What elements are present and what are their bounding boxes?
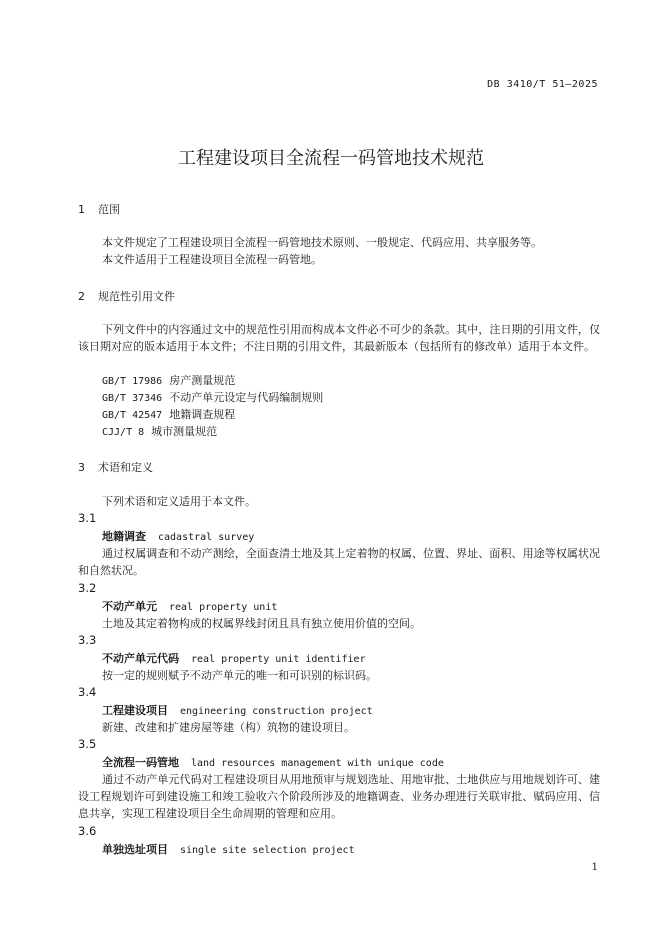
reference-name: 城市测量规范 (151, 425, 218, 438)
term-en: cadastral survey (158, 532, 255, 543)
term-definition: 新建、改建和扩建房屋等建（构）筑物的建设项目。 (102, 721, 355, 734)
reference-code: CJJ/T 8 (102, 427, 145, 438)
document-code: DB 3410/T 51—2025 (487, 79, 598, 90)
term-zh: 全流程一码管地 (102, 756, 179, 769)
term-en: real property unit identifier (191, 654, 366, 665)
term-number: 3.6 (78, 824, 97, 838)
reference-code: GB/T 17986 (102, 376, 163, 387)
term-heading (102, 650, 366, 666)
paragraph: 本文件适用于工程建设项目全流程一码管地。 (102, 253, 322, 266)
reference-name: 房产测量规范 (169, 374, 236, 387)
section-heading-3 (78, 459, 153, 475)
term-zh: 地籍调查 (102, 530, 146, 543)
section-title: 术语和定义 (98, 461, 153, 474)
term-zh: 不动产单元 (102, 600, 157, 613)
term-definition: 通过不动产单元代码对工程建设项目从用地预审与规划选址、用地审批、土地供应与用地规划许可、建设工程规划许可到建设施工和竣工验收六个阶段所涉及的地籍调查、业务办理进行关联审批、赋码应用、信息共享，实现工程建设项目全生命周期的管理和应用。 (78, 773, 600, 820)
term-number: 3.5 (78, 737, 97, 751)
term-definition: 按一定的规则赋予不动产单元的唯一和可识别的标识码。 (102, 669, 377, 682)
section-title: 规范性引用文件 (98, 290, 175, 303)
paragraph: 下列文件中的内容通过文中的规范性引用而构成本文件必不可少的条款。其中，注日期的引用文件，仅该日期对应的版本适用于本文件；不注日期的引用文件，其最新版本（包括所有的修改单）适用于本文件。 (78, 323, 600, 353)
reference-code: GB/T 42547 (102, 410, 163, 421)
section-heading-1 (78, 201, 120, 217)
section-title: 范围 (98, 203, 120, 216)
paragraph: 本文件规定了工程建设项目全流程一码管地技术原则、一般规定、代码应用、共享服务等。 (102, 236, 542, 249)
term-en: engineering construction project (180, 706, 373, 717)
page-number: 1 (591, 862, 598, 873)
term-zh: 工程建设项目 (102, 704, 168, 717)
document-title: 工程建设项目全流程一码管地技术规范 (178, 148, 484, 169)
term-heading (102, 702, 373, 718)
term-en: single site selection project (180, 845, 355, 856)
reference-name: 不动产单元设定与代码编制规则 (169, 391, 324, 404)
reference-code: GB/T 37346 (102, 393, 163, 404)
term-en: land resources management with unique code (191, 758, 444, 769)
term-en: real property unit (169, 602, 278, 613)
term-zh: 不动产单元代码 (102, 652, 179, 665)
reference-item (102, 406, 235, 422)
term-number: 3.3 (78, 633, 97, 647)
term-zh: 单独选址项目 (102, 843, 168, 856)
term-heading (102, 528, 254, 544)
section-heading-2 (78, 288, 175, 304)
term-number: 3.1 (78, 511, 97, 525)
reference-item (102, 389, 323, 405)
reference-item (102, 423, 217, 439)
section-number: 3 (78, 461, 85, 474)
term-definition: 土地及其定着物构成的权属界线封闭且具有独立使用价值的空间。 (102, 617, 421, 630)
term-definition: 通过权属调查和不动产测绘，全面查清土地及其上定着物的权属、位置、界址、面积、用途等权属状况和自然状况。 (78, 547, 600, 577)
term-heading (102, 754, 444, 770)
term-heading (102, 598, 277, 614)
paragraph: 下列术语和定义适用于本文件。 (102, 495, 256, 508)
section-number: 2 (78, 290, 85, 303)
term-number: 3.2 (78, 581, 97, 595)
reference-name: 地籍调查规程 (169, 408, 236, 421)
reference-item (102, 372, 235, 388)
section-number: 1 (78, 203, 85, 216)
term-number: 3.4 (78, 685, 97, 699)
term-heading (102, 841, 355, 857)
